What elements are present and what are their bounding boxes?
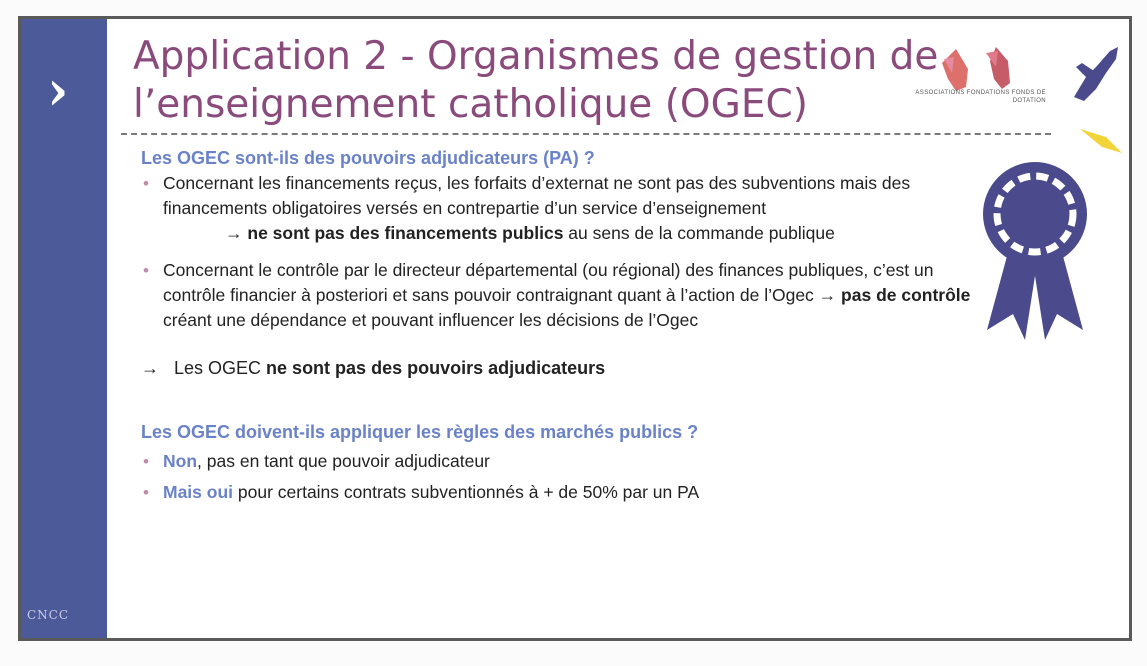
bullet-text: Concernant les financements reçus, les forfaits d’externat ne sont pas des subventions mais des financements obligatoires versés en contrepartie d’un service d’enseignement	[163, 173, 911, 218]
list-item	[141, 480, 981, 505]
arrow-line	[141, 221, 981, 246]
title-line-1: Application 2 - Organismes de gestion de	[133, 34, 939, 79]
award-ribbon-icon	[973, 154, 1097, 344]
bullet-icon: •	[143, 174, 149, 193]
section-2-list	[141, 449, 981, 505]
bullet-text: pour certains contrats subventionnés à + de 50% par un PA	[233, 482, 700, 502]
hand-icon	[1066, 37, 1126, 107]
bullet-icon: •	[143, 483, 149, 502]
arrow-icon: →	[225, 223, 243, 243]
section-1-list-2	[141, 258, 981, 333]
arrow-text: au sens de la commande publique	[563, 223, 835, 243]
arrow-icon: →	[818, 285, 837, 305]
hands-logo-icon	[926, 39, 1036, 131]
sidebar-brand: CNCC	[27, 608, 70, 622]
list-item	[141, 449, 981, 474]
slide-title	[133, 33, 938, 129]
list-item	[141, 171, 981, 221]
conclusion-bold: ne sont pas des pouvoirs adjudicateurs	[266, 358, 606, 378]
title-divider	[121, 133, 1051, 135]
bullet-bold-text: pas de contrôle	[841, 285, 971, 305]
slide	[18, 16, 1132, 641]
sidebar	[21, 19, 107, 638]
bullet-text-end: créant une dépendance et pouvant influencer les décisions de l’Ogec	[163, 310, 699, 330]
bullet-accent: Mais oui	[163, 482, 234, 502]
yellow-swoosh-icon	[1076, 119, 1126, 159]
slide-content	[141, 145, 981, 505]
conclusion-line	[141, 355, 981, 381]
list-item	[141, 258, 981, 333]
section-1-list	[141, 171, 981, 221]
bullet-icon: •	[143, 261, 149, 280]
sidebar-mark: ›	[47, 58, 69, 122]
conclusion-text: Les OGEC	[174, 358, 267, 378]
arrow-bold-text: ne sont pas des financements publics	[247, 223, 564, 243]
title-line-2: l’enseignement catholique (OGEC)	[133, 82, 808, 127]
logo-caption: ASSOCIATIONS FONDATIONS FONDS DE DOTATION	[915, 90, 1046, 104]
bullet-icon: •	[143, 452, 149, 471]
section-1-heading: Les OGEC sont-ils des pouvoirs adjudicateurs (PA) ?	[141, 148, 595, 168]
bullet-text: , pas en tant que pouvoir adjudicateur	[197, 451, 490, 471]
bullet-text: Concernant le contrôle par le directeur départemental (ou régional) des finances publiques, c’est un contrôle financier à posteriori et sans pouvoir contraignant quant à l’action de l’Ogec	[163, 260, 934, 305]
section-2-heading: Les OGEC doivent-ils appliquer les règles des marchés publics ?	[141, 422, 699, 442]
bullet-accent: Non	[163, 451, 198, 471]
arrow-icon: →	[141, 358, 159, 378]
